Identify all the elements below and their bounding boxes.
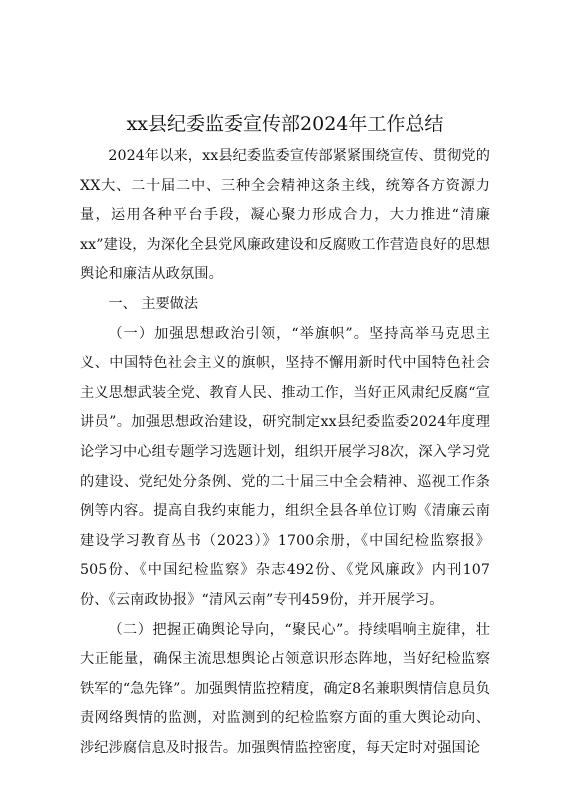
section-heading-main-practices: 一、 主要做法 <box>108 295 199 312</box>
intro-paragraph: 2024年以来，xx县纪委监委宣传部紧紧围绕宣传、贯彻党的XX大、二十届二中、三种全会精神这条主线，统筹各方资源力量，运用各种平台手段，凝心聚力形成合力，大力推进“清廉xx”建设，为深化全县党风廉政建设和反腐败工作营造良好的思想舆论和廉洁从政氛围。 <box>80 148 490 283</box>
paragraph-political-guidance: （一）加强思想政治引领，“举旗帜”。坚持高举马克思主义、中国特色社会主义的旗帜，坚持不懈用新时代中国特色社会主义思想武装全党、教育人民、推动工作，当好正风肃纪反腐“宣讲员”。加强思想政治建设，研究制定xx县纪委监委2024年度理论学习中心组专题学习选题计划，组织开展学习8次，深入学习党的建设、党纪处分条例、党的二十届三中全会精神、巡视工作条例等内容。提高自我约束能力，组织全县各单位订购《清廉云南建设学习教育丛书（2023）》1700余册，《中国纪检监察报》505份、《中国纪检监察》杂志492份、《党风廉政》内刊107份、《云南政协报》“清风云南”专刊459份，并开展学习。 <box>80 325 490 608</box>
document-title: xx县纪委监委宣传部2024年工作总结 <box>126 113 444 135</box>
paragraph-public-opinion: （二）把握正确舆论导向，“聚民心”。持续唱响主旋律，壮大正能量，确保主流思想舆论占领意识形态阵地，当好纪检监察铁军的“急先锋”。加强舆情监控精度，确定8名兼职舆情信息员负责网络舆情的监测，对监测到的纪检监察方面的重大舆论动向、涉纪涉腐信息及时报告。加强舆情监控密度，每天定时对强国论 <box>80 621 490 756</box>
